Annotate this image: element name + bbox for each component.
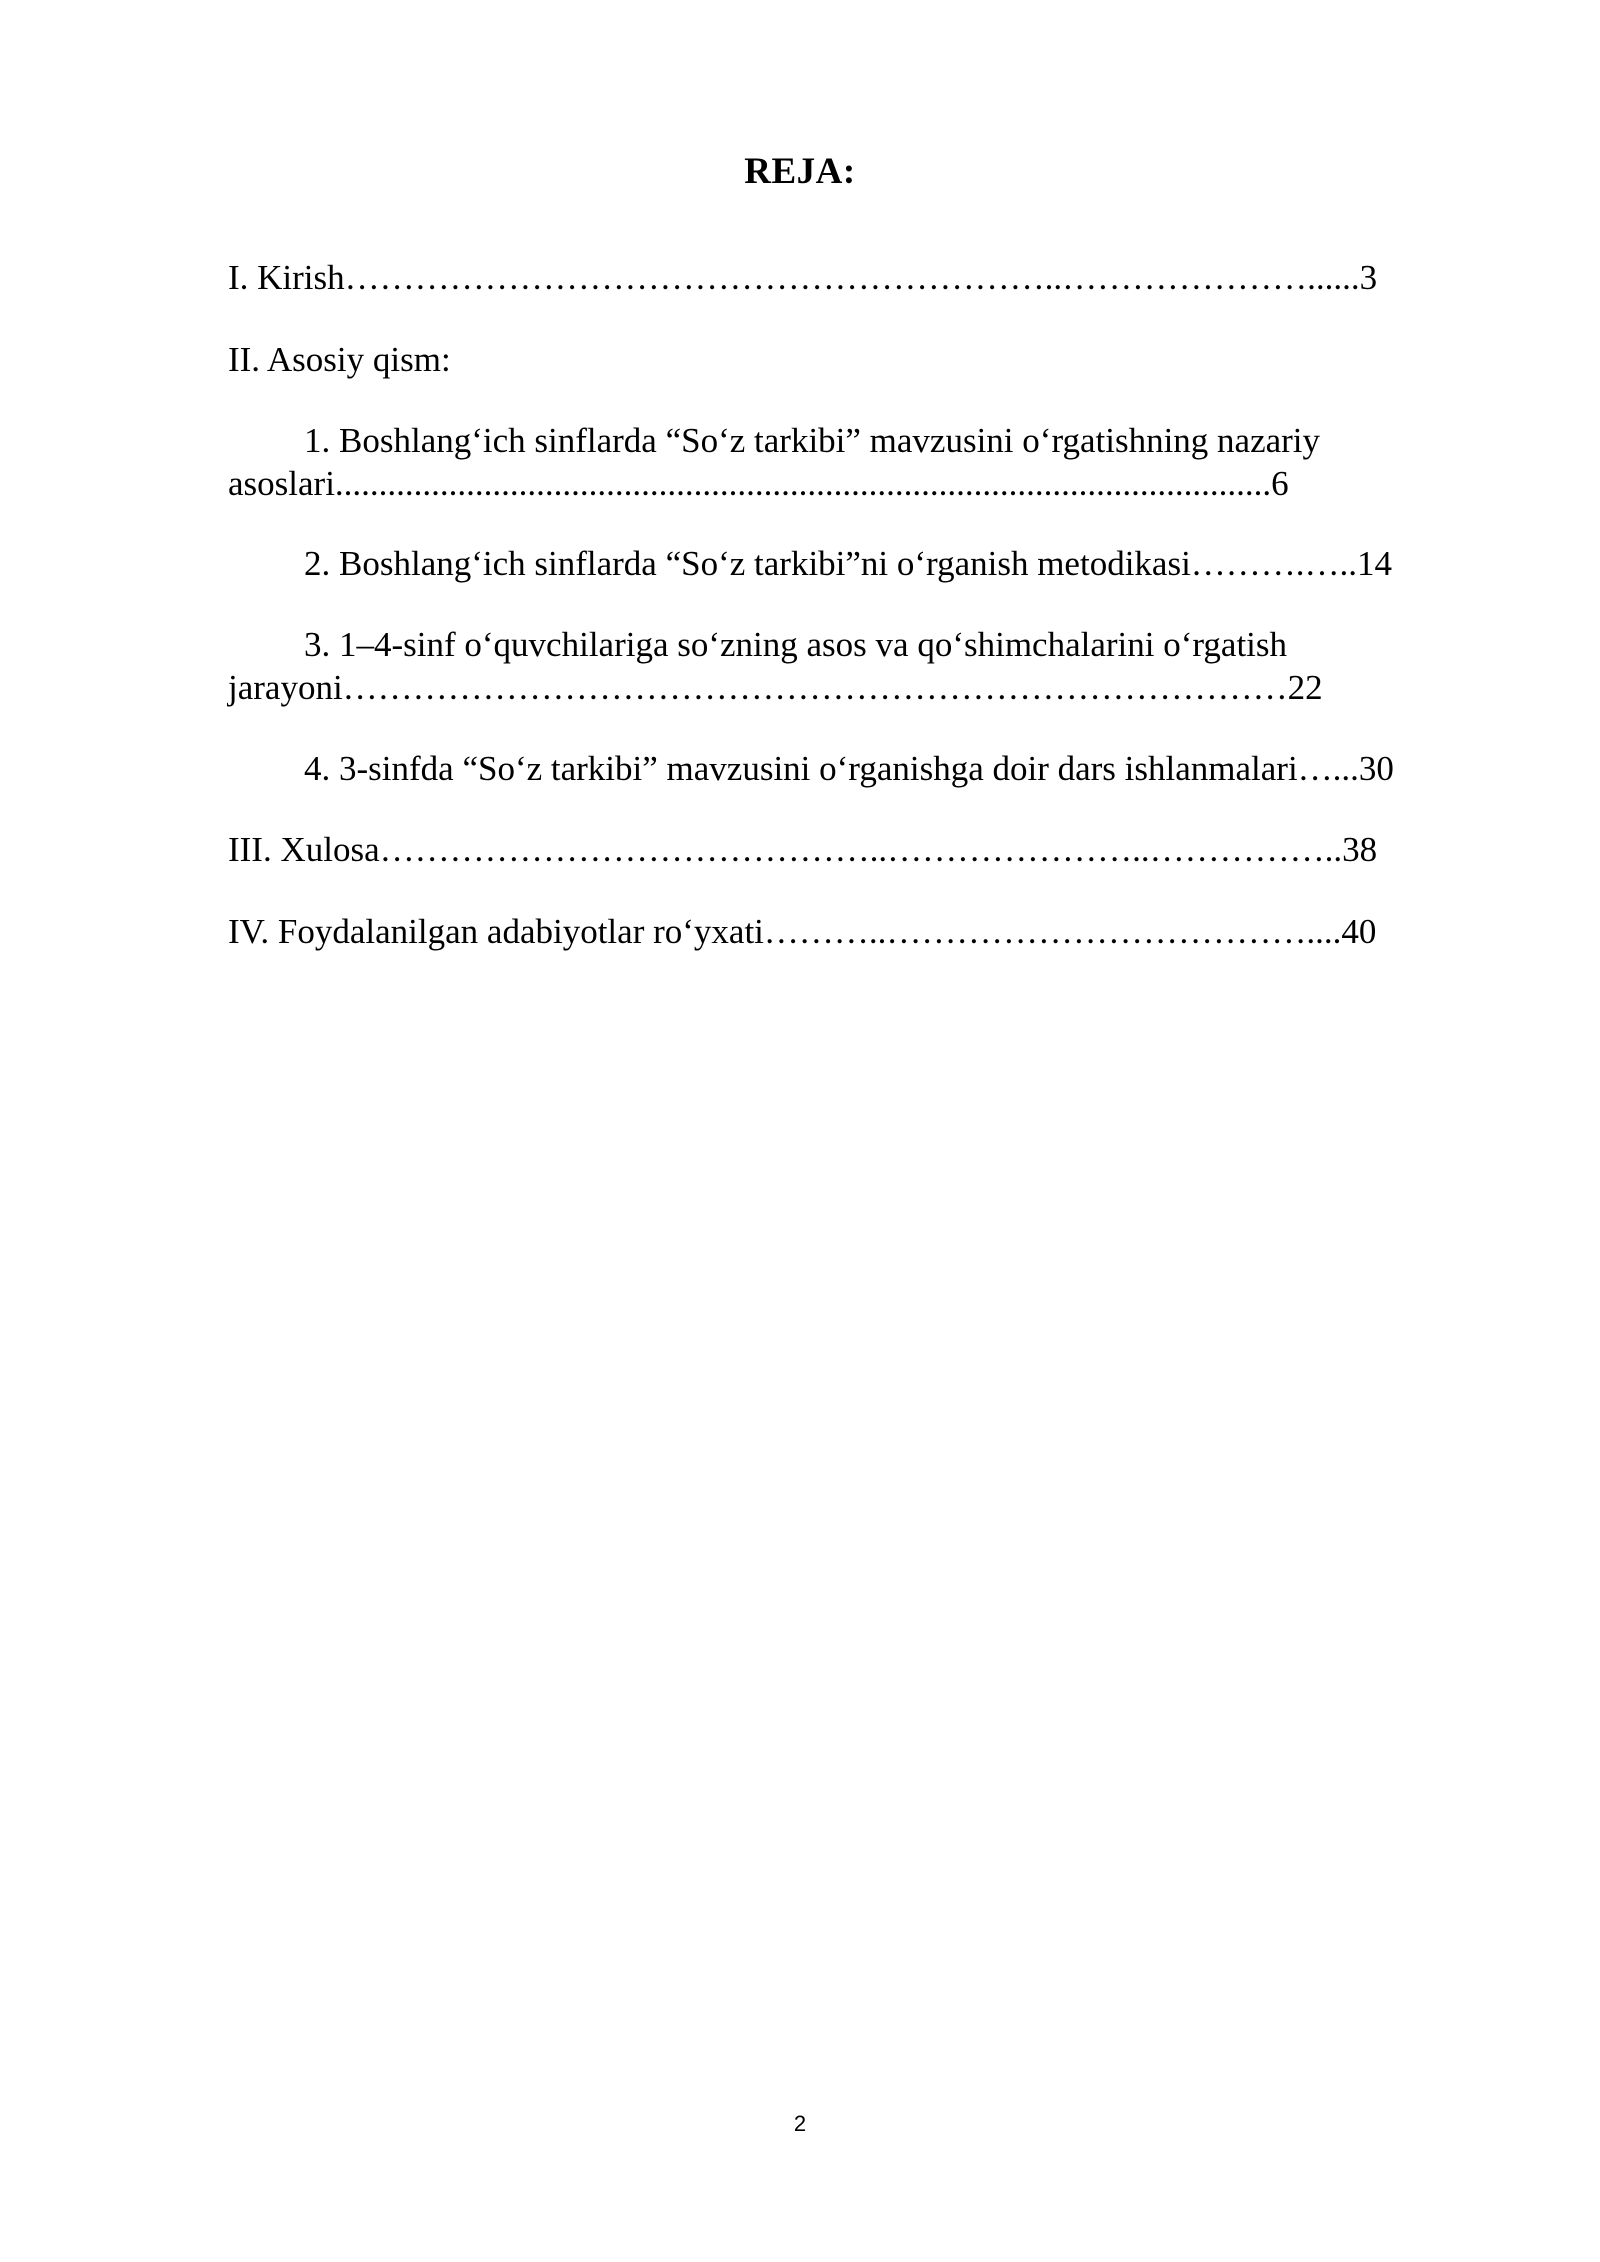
toc-entry-asosiy-qism: II. Asosiy qism: bbox=[228, 340, 451, 379]
toc-entry-adabiyotlar: IV. Foydalanilgan adabiyotlar ro‘yxati………..………………………………....40 bbox=[228, 912, 1377, 951]
toc-entry-2: 2. Boshlang‘ich sinflarda “So‘z tarkibi”ni o‘rganish metodikasi……….…..14 bbox=[304, 544, 1393, 583]
toc-entry-xulosa: III. Xulosa……………………………………..…………………..……………..38 bbox=[228, 830, 1378, 869]
toc-entry-kirish: I. Kirish……………………………………………………..…………………......3 bbox=[228, 258, 1378, 297]
toc-entry-4: 4. 3-sinfda “So‘z tarkibi” mavzusini o‘rganishga doir dars ishlanmalari…...30 bbox=[304, 749, 1394, 788]
toc-entry-1-line-1: 1. Boshlang‘ich sinflarda “So‘z tarkibi” mavzusini o‘rgatishning nazariy bbox=[304, 421, 1321, 460]
page-title: REJA: bbox=[744, 151, 856, 192]
page-number: 2 bbox=[793, 2111, 807, 2136]
toc-entry-3-line-1: 3. 1–4-sinf o‘quvchilariga so‘zning asos va qo‘shimchalarini o‘rgatish bbox=[304, 625, 1288, 664]
toc-entry-1-line-2: asoslari...........................................................................................................6 bbox=[228, 464, 1289, 503]
toc-entry-3-line-2: jarayoni………………………………………………………………………22 bbox=[228, 668, 1323, 707]
